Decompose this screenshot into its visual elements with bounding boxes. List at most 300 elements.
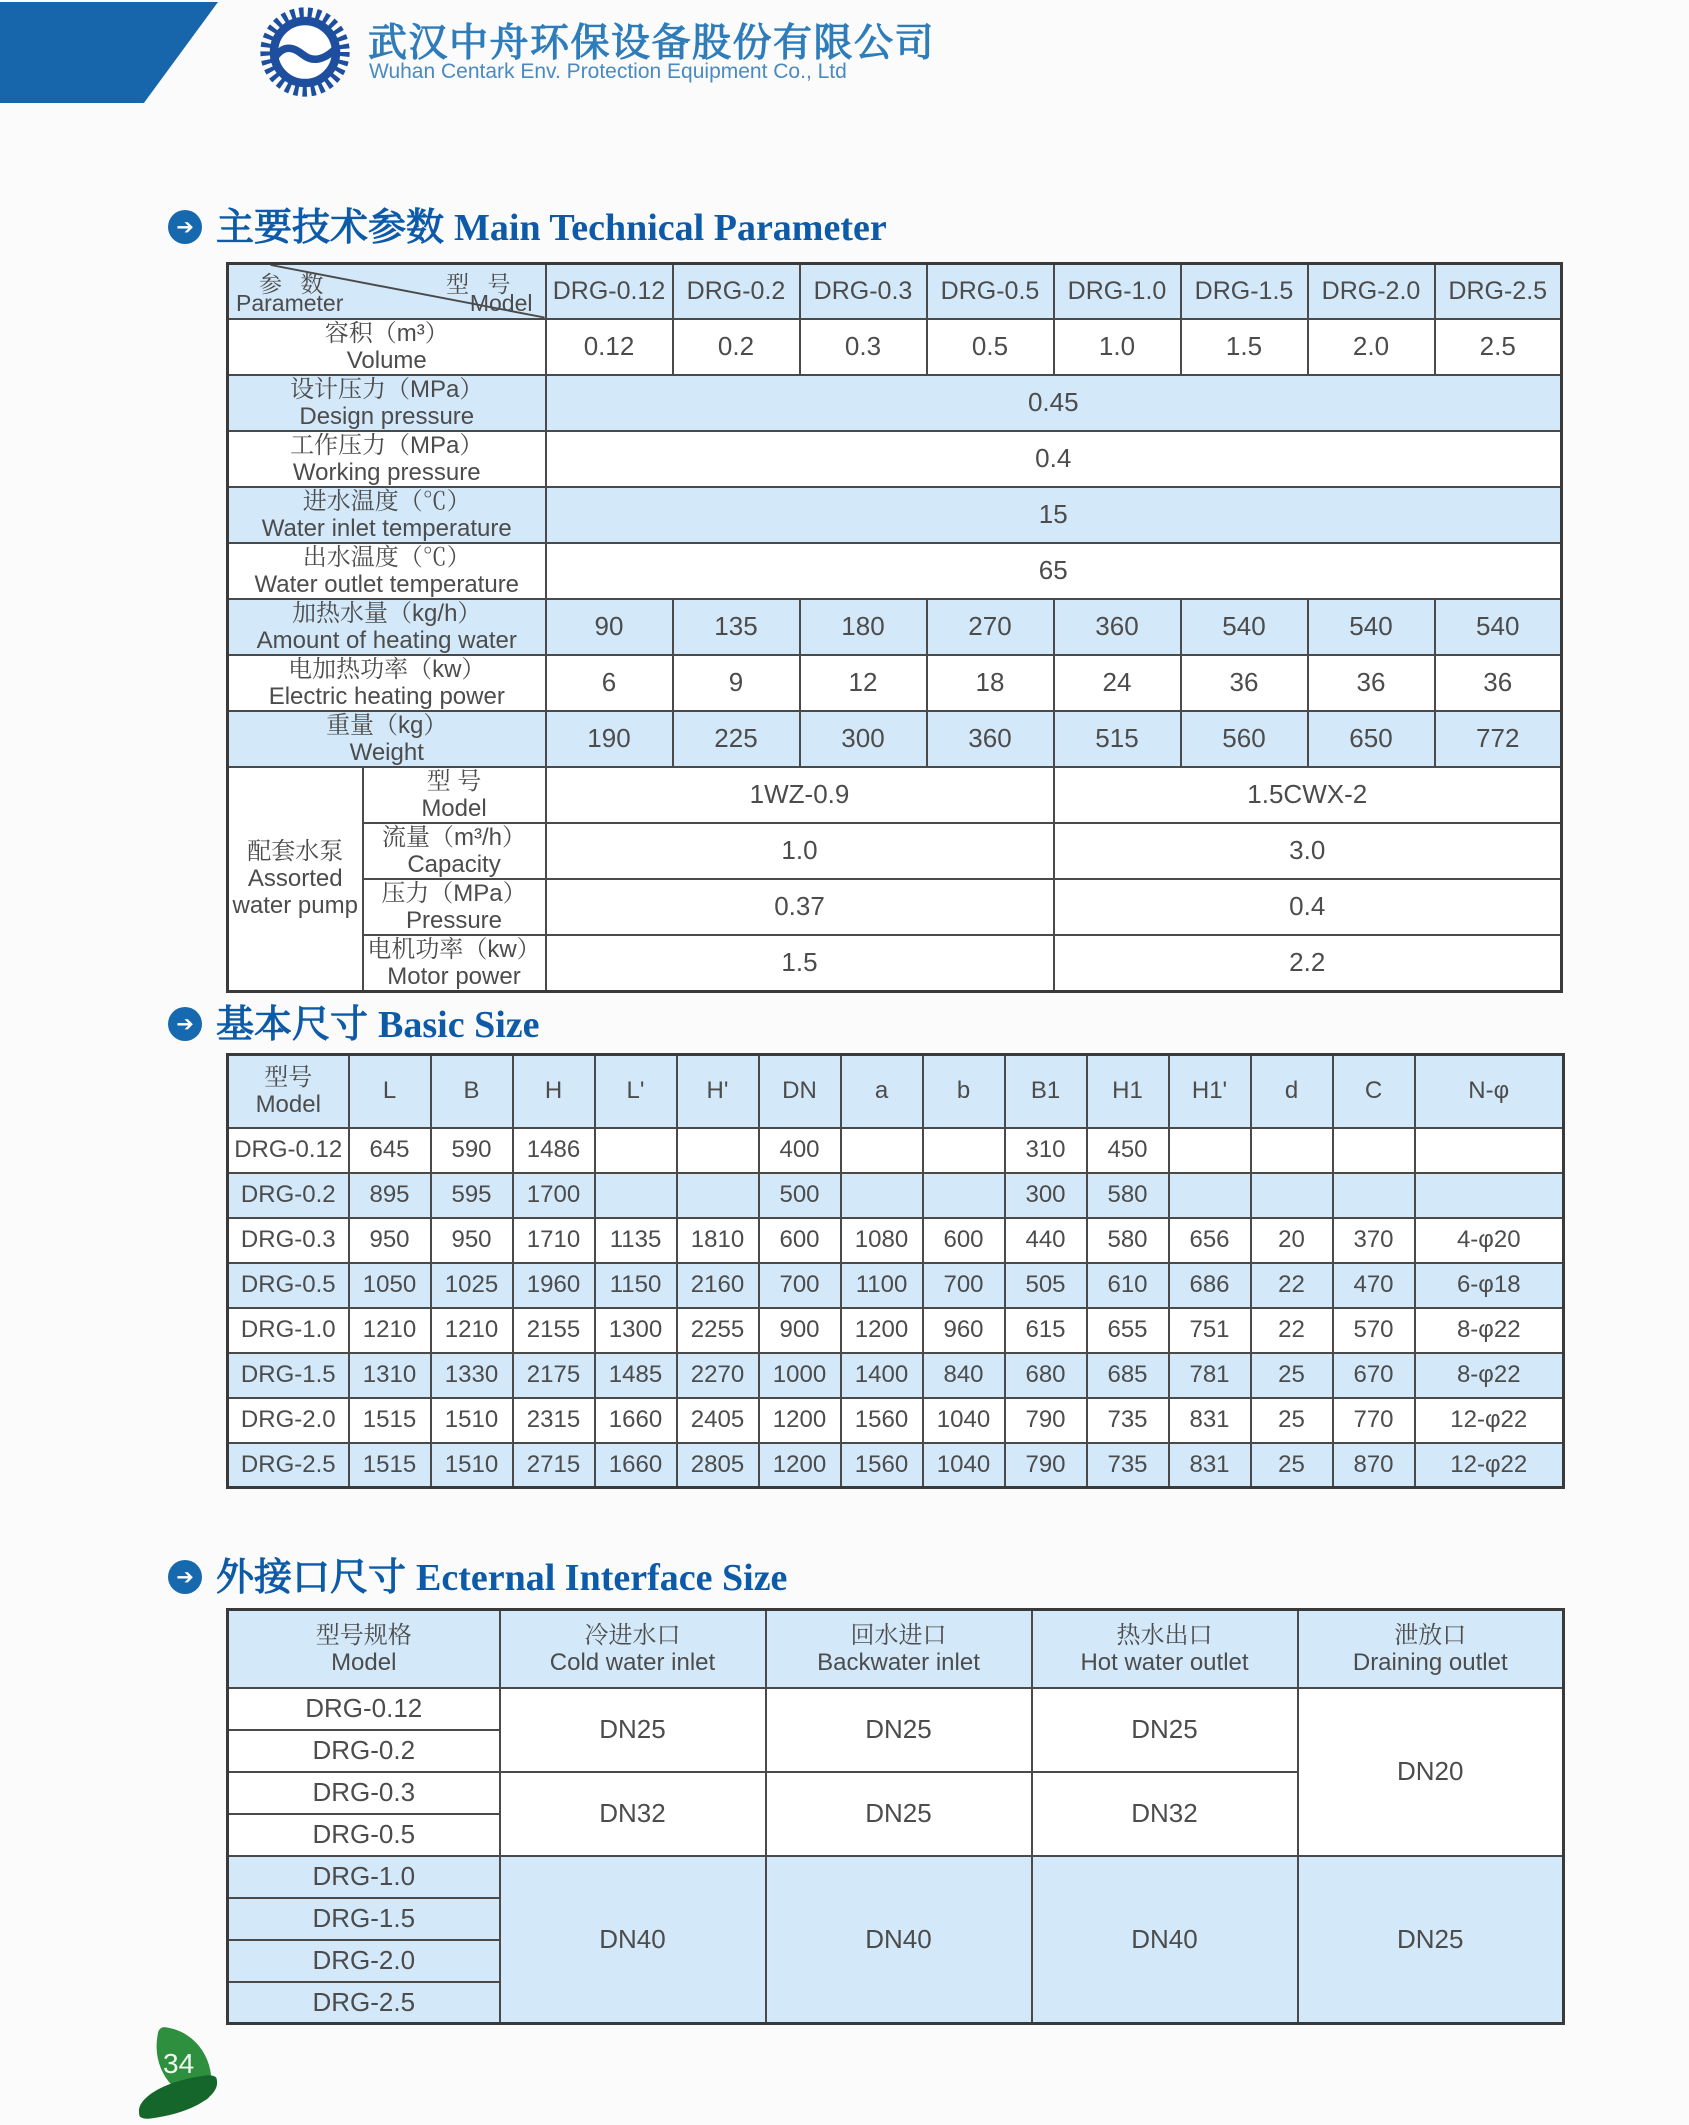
parameter-value-cell: 0.12: [546, 319, 673, 375]
dimension-value-cell: 1200: [759, 1443, 841, 1488]
parameter-value-cell: 6: [546, 655, 673, 711]
parameter-value-cell: 360: [927, 711, 1054, 767]
dimension-value-cell: 900: [759, 1308, 841, 1353]
dimension-value-cell: 1515: [349, 1443, 431, 1488]
dimension-value-cell: 25: [1251, 1353, 1333, 1398]
parameter-value-cell: 18: [927, 655, 1054, 711]
row-label-en: Pressure: [405, 906, 503, 934]
parameter-merged-value-cell: 0.4: [546, 431, 1562, 487]
table-row: [228, 1173, 1564, 1218]
dimension-value-cell: 600: [923, 1218, 1005, 1263]
header-cn: 热水出口: [1116, 1621, 1213, 1649]
corner-model-cn: 型 号: [446, 271, 517, 297]
row-label-en: Water outlet temperature: [254, 570, 520, 598]
dimension-value-cell: 25: [1251, 1443, 1333, 1488]
dimension-value-cell: 781: [1169, 1353, 1251, 1398]
parameter-merged-value-cell: 65: [546, 543, 1562, 599]
interface-column-header: [1032, 1610, 1298, 1688]
row-label-cn: 容积（m³）: [324, 319, 449, 347]
dimension-value-cell: 1310: [349, 1353, 431, 1398]
dimension-value-cell: 450: [1087, 1128, 1169, 1173]
dimension-value-cell: 1210: [431, 1308, 513, 1353]
parameter-value-cell: 90: [546, 599, 673, 655]
model-name-cell: DRG-0.2: [228, 1730, 500, 1772]
dimension-value-cell: 670: [1333, 1353, 1415, 1398]
dimension-value-cell: 1810: [677, 1218, 759, 1263]
table-row: [228, 1688, 1564, 1730]
pump-table-row: [228, 879, 1562, 935]
interface-column-header: [766, 1610, 1032, 1688]
dimension-value-cell: 1000: [759, 1353, 841, 1398]
table-row: [228, 1443, 1564, 1488]
dimension-value-cell: 8-φ22: [1415, 1353, 1564, 1398]
parameter-value-cell: 36: [1308, 655, 1435, 711]
model-column-header: DRG-0.5: [927, 264, 1054, 319]
pump-value-right-cell: 3.0: [1054, 823, 1562, 879]
dimension-value-cell: [923, 1173, 1005, 1218]
dimension-value-cell: [923, 1128, 1005, 1173]
section-title-en: Ecternal Interface Size: [416, 1557, 788, 1599]
cold-water-inlet-cell: DN40: [500, 1856, 766, 2024]
dim-column-header: b: [923, 1055, 1005, 1128]
dimension-value-cell: 1560: [841, 1443, 923, 1488]
dimension-value-cell: 310: [1005, 1128, 1087, 1173]
dimension-value-cell: 25: [1251, 1398, 1333, 1443]
page-number: 34: [163, 2048, 195, 2079]
dimension-value-cell: 2155: [513, 1308, 595, 1353]
parameter-label-cell: [228, 319, 546, 375]
parameter-value-cell: 540: [1181, 599, 1308, 655]
parameter-value-cell: 135: [673, 599, 800, 655]
section-title-basic-size: [168, 993, 540, 1048]
model-name-cell: DRG-1.0: [228, 1308, 349, 1353]
dimension-value-cell: 610: [1087, 1263, 1169, 1308]
dimension-value-cell: 2805: [677, 1443, 759, 1488]
dimension-value-cell: 831: [1169, 1398, 1251, 1443]
parameter-value-cell: 9: [673, 655, 800, 711]
parameter-value-cell: 540: [1308, 599, 1435, 655]
dimension-value-cell: 1400: [841, 1353, 923, 1398]
pump-table-row: [228, 823, 1562, 879]
dimension-value-cell: 950: [431, 1218, 513, 1263]
model-column-header: DRG-1.0: [1054, 264, 1181, 319]
model-column-header: DRG-0.12: [546, 264, 673, 319]
row-label-en: Model: [421, 794, 487, 822]
dimension-value-cell: 1960: [513, 1263, 595, 1308]
company-gear-logo-icon: [258, 5, 352, 99]
row-label-cn: 重量（kg）: [326, 711, 448, 739]
parameter-value-cell: 225: [673, 711, 800, 767]
dimension-value-cell: 790: [1005, 1398, 1087, 1443]
table-row: [228, 1398, 1564, 1443]
pump-sublabel-cell: [363, 823, 546, 879]
section-title-en: Basic Size: [378, 1004, 540, 1046]
model-name-cell: DRG-0.12: [228, 1688, 500, 1730]
parameter-value-cell: 36: [1435, 655, 1562, 711]
dimension-value-cell: 1200: [759, 1398, 841, 1443]
model-name-cell: DRG-1.5: [228, 1353, 349, 1398]
dim-column-header: H: [513, 1055, 595, 1128]
dim-column-header: L: [349, 1055, 431, 1128]
hot-water-outlet-cell: DN25: [1032, 1688, 1298, 1772]
dimension-value-cell: [1251, 1128, 1333, 1173]
dimension-value-cell: 1485: [595, 1353, 677, 1398]
dimension-value-cell: 440: [1005, 1218, 1087, 1263]
dimension-value-cell: [1415, 1173, 1564, 1218]
dimension-value-cell: 645: [349, 1128, 431, 1173]
parameter-value-cell: 0.5: [927, 319, 1054, 375]
dimension-value-cell: 1660: [595, 1443, 677, 1488]
model-column-header: DRG-0.3: [800, 264, 927, 319]
hot-water-outlet-cell: DN32: [1032, 1772, 1298, 1856]
dimension-value-cell: 700: [759, 1263, 841, 1308]
parameter-label-cell: [228, 599, 546, 655]
row-label-en: Assorted water pump: [232, 865, 358, 919]
header-cn: 回水进口: [850, 1621, 947, 1649]
table-row: [228, 487, 1562, 543]
row-label-cn: 配套水泵: [247, 838, 344, 865]
dimension-value-cell: 505: [1005, 1263, 1087, 1308]
pump-value-left-cell: 0.37: [546, 879, 1054, 935]
dimension-value-cell: 831: [1169, 1443, 1251, 1488]
row-label-en: Weight: [349, 738, 424, 766]
dim-column-header: L': [595, 1055, 677, 1128]
arrow-circle-icon: ➔: [168, 1007, 202, 1041]
dimension-value-cell: 580: [1087, 1173, 1169, 1218]
dimension-value-cell: 1150: [595, 1263, 677, 1308]
row-label-en: Motor power: [387, 962, 521, 990]
model-name-cell: DRG-0.3: [228, 1218, 349, 1263]
dimension-value-cell: 2160: [677, 1263, 759, 1308]
draining-outlet-cell: DN25: [1298, 1856, 1564, 2024]
dimension-value-cell: 751: [1169, 1308, 1251, 1353]
table-row: [228, 711, 1562, 767]
model-name-cell: DRG-0.5: [228, 1263, 349, 1308]
section-title-main-parameters: [168, 196, 887, 251]
dimension-value-cell: 1080: [841, 1218, 923, 1263]
cold-water-inlet-cell: DN25: [500, 1688, 766, 1772]
corner-model-en: Model: [469, 289, 533, 316]
header-en: Model: [331, 1648, 397, 1676]
model-name-cell: DRG-0.5: [228, 1814, 500, 1856]
dimension-value-cell: 950: [349, 1218, 431, 1263]
corner-param-en: Parameter: [236, 289, 344, 316]
dimension-value-cell: 655: [1087, 1308, 1169, 1353]
header-en: Hot water outlet: [1080, 1648, 1249, 1676]
dim-column-header: N-φ: [1415, 1055, 1564, 1128]
model-name-cell: DRG-0.12: [228, 1128, 349, 1173]
dimension-value-cell: [1251, 1173, 1333, 1218]
table-row: [228, 1856, 1564, 1898]
row-label-en: Working pressure: [292, 458, 481, 486]
table-row: [228, 319, 1562, 375]
row-label-en: Capacity: [407, 850, 501, 878]
section-title-en: Main Technical Parameter: [454, 207, 887, 249]
dimension-value-cell: [1333, 1128, 1415, 1173]
dimension-value-cell: [1333, 1173, 1415, 1218]
pump-value-left-cell: 1.5: [546, 935, 1054, 992]
draining-outlet-cell: DN20: [1298, 1688, 1564, 1856]
dimension-value-cell: 600: [759, 1218, 841, 1263]
dimension-value-cell: 22: [1251, 1308, 1333, 1353]
dimension-value-cell: 1330: [431, 1353, 513, 1398]
parameter-label-cell: [228, 487, 546, 543]
interface-column-header: [228, 1610, 500, 1688]
dimension-value-cell: 1300: [595, 1308, 677, 1353]
row-label-cn: 压力（MPa）: [381, 879, 527, 907]
dimension-value-cell: 580: [1087, 1218, 1169, 1263]
row-label-cn: 电加热功率（kw）: [288, 655, 486, 683]
model-column-header: DRG-2.0: [1308, 264, 1435, 319]
parameter-value-cell: 36: [1181, 655, 1308, 711]
table-row: [228, 375, 1562, 431]
dimension-value-cell: [595, 1173, 677, 1218]
dimension-value-cell: [677, 1128, 759, 1173]
row-label-cn: 型 号: [426, 767, 482, 795]
parameter-value-cell: 2.0: [1308, 319, 1435, 375]
model-header-en: Model: [255, 1091, 321, 1119]
dimension-value-cell: 1050: [349, 1263, 431, 1308]
parameter-value-cell: 24: [1054, 655, 1181, 711]
table-row: [228, 599, 1562, 655]
model-name-cell: DRG-1.0: [228, 1856, 500, 1898]
dimension-value-cell: [1169, 1128, 1251, 1173]
row-label-en: Water inlet temperature: [261, 514, 512, 542]
basic-size-table: [226, 1053, 1565, 1489]
dimension-value-cell: 700: [923, 1263, 1005, 1308]
dimension-value-cell: 8-φ22: [1415, 1308, 1564, 1353]
dimension-value-cell: 895: [349, 1173, 431, 1218]
section-title-cn: 外接口尺寸: [216, 1557, 407, 1599]
parameter-merged-value-cell: 0.45: [546, 375, 1562, 431]
dimension-value-cell: 1510: [431, 1398, 513, 1443]
dimension-value-cell: 2175: [513, 1353, 595, 1398]
parameter-label-cell: [228, 431, 546, 487]
dimension-value-cell: 960: [923, 1308, 1005, 1353]
dimension-value-cell: 22: [1251, 1263, 1333, 1308]
dimension-value-cell: 6-φ18: [1415, 1263, 1564, 1308]
dimension-value-cell: 12-φ22: [1415, 1398, 1564, 1443]
parameter-label-cell: [228, 711, 546, 767]
dim-column-header: H1: [1087, 1055, 1169, 1128]
dimension-value-cell: 615: [1005, 1308, 1087, 1353]
dimension-value-cell: [1415, 1128, 1564, 1173]
parameter-merged-value-cell: 15: [546, 487, 1562, 543]
section-title-cn: 主要技术参数: [216, 207, 445, 249]
corner-param-cn: 参 数: [259, 271, 330, 297]
dimension-value-cell: 1210: [349, 1308, 431, 1353]
table-row: [228, 1353, 1564, 1398]
dimension-value-cell: 590: [431, 1128, 513, 1173]
leaf-icon: [135, 2074, 221, 2120]
section-title-interface-size: [168, 1546, 787, 1601]
dimension-value-cell: 1025: [431, 1263, 513, 1308]
arrow-circle-icon: ➔: [168, 210, 202, 244]
row-label-en: Volume: [346, 346, 427, 374]
header-en: Draining outlet: [1352, 1648, 1508, 1676]
dimension-value-cell: 1700: [513, 1173, 595, 1218]
dimension-value-cell: 2270: [677, 1353, 759, 1398]
parameter-value-cell: 270: [927, 599, 1054, 655]
dimension-value-cell: 4-φ20: [1415, 1218, 1564, 1263]
dim-column-header: DN: [759, 1055, 841, 1128]
dimension-value-cell: 1510: [431, 1443, 513, 1488]
dimension-value-cell: 1660: [595, 1398, 677, 1443]
corner-band-decoration: [0, 2, 218, 103]
pump-value-left-cell: 1.0: [546, 823, 1054, 879]
dim-column-header: d: [1251, 1055, 1333, 1128]
pump-table-row: [228, 767, 1562, 823]
company-name-english: Wuhan Centark Env. Protection Equipment Co., Ltd: [369, 60, 847, 83]
corner-header-cell: [228, 264, 546, 319]
dimension-value-cell: 1486: [513, 1128, 595, 1173]
model-name-cell: DRG-0.2: [228, 1173, 349, 1218]
table-row: [228, 543, 1562, 599]
cold-water-inlet-cell: DN32: [500, 1772, 766, 1856]
model-name-cell: DRG-2.0: [228, 1940, 500, 1982]
dimension-value-cell: 1135: [595, 1218, 677, 1263]
dim-column-header: B1: [1005, 1055, 1087, 1128]
dimension-value-cell: 20: [1251, 1218, 1333, 1263]
header-cn: 冷进水口: [584, 1621, 681, 1649]
dimension-value-cell: 685: [1087, 1353, 1169, 1398]
header-en: Cold water inlet: [549, 1648, 716, 1676]
dimension-value-cell: 840: [923, 1353, 1005, 1398]
pump-sublabel-cell: [363, 935, 546, 992]
dimension-value-cell: [841, 1128, 923, 1173]
dimension-value-cell: 1100: [841, 1263, 923, 1308]
backwater-inlet-cell: DN25: [766, 1772, 1032, 1856]
dimension-value-cell: 500: [759, 1173, 841, 1218]
dimension-value-cell: 370: [1333, 1218, 1415, 1263]
dimension-value-cell: 2315: [513, 1398, 595, 1443]
row-label-cn: 进水温度（℃）: [302, 487, 471, 515]
dimension-value-cell: 1515: [349, 1398, 431, 1443]
row-label-cn: 设计压力（MPa）: [290, 375, 484, 403]
row-label-en: Design pressure: [299, 402, 475, 430]
header-en: Backwater inlet: [817, 1648, 980, 1676]
row-label-en: Amount of heating water: [256, 626, 517, 654]
dimension-value-cell: 870: [1333, 1443, 1415, 1488]
dimension-value-cell: 790: [1005, 1443, 1087, 1488]
section-title-cn: 基本尺寸: [216, 1004, 369, 1046]
parameter-value-cell: 360: [1054, 599, 1181, 655]
model-name-cell: DRG-1.5: [228, 1898, 500, 1940]
parameter-value-cell: 2.5: [1435, 319, 1562, 375]
dim-column-header: C: [1333, 1055, 1415, 1128]
dimension-value-cell: [595, 1128, 677, 1173]
pump-sublabel-cell: [363, 767, 546, 823]
dimension-value-cell: 1560: [841, 1398, 923, 1443]
parameter-value-cell: 772: [1435, 711, 1562, 767]
parameter-value-cell: 0.3: [800, 319, 927, 375]
pump-sublabel-cell: [363, 879, 546, 935]
parameter-label-cell: [228, 375, 546, 431]
row-label-cn: 流量（m³/h）: [382, 823, 526, 851]
row-label-cn: 加热水量（kg/h）: [292, 599, 482, 627]
row-label-cn: 工作压力（MPa）: [290, 431, 484, 459]
arrow-circle-icon: ➔: [168, 1560, 202, 1594]
model-name-cell: DRG-2.0: [228, 1398, 349, 1443]
dimension-value-cell: 735: [1087, 1398, 1169, 1443]
dimension-value-cell: 470: [1333, 1263, 1415, 1308]
backwater-inlet-cell: DN25: [766, 1688, 1032, 1772]
pump-value-right-cell: 2.2: [1054, 935, 1562, 992]
main-parameters-table: [226, 262, 1563, 993]
dimension-value-cell: 1040: [923, 1398, 1005, 1443]
dimension-value-cell: 12-φ22: [1415, 1443, 1564, 1488]
dimension-value-cell: 656: [1169, 1218, 1251, 1263]
parameter-value-cell: 1.5: [1181, 319, 1308, 375]
interface-column-header: [1298, 1610, 1564, 1688]
dimension-value-cell: 2405: [677, 1398, 759, 1443]
table-row: [228, 1218, 1564, 1263]
model-header-cell: [228, 1055, 349, 1128]
pump-value-right-cell: 1.5CWX-2: [1054, 767, 1562, 823]
dim-column-header: a: [841, 1055, 923, 1128]
dimension-value-cell: 1710: [513, 1218, 595, 1263]
dimension-value-cell: 2255: [677, 1308, 759, 1353]
dimension-value-cell: [677, 1173, 759, 1218]
dimension-value-cell: [841, 1173, 923, 1218]
backwater-inlet-cell: DN40: [766, 1856, 1032, 2024]
row-label-en: Electric heating power: [268, 682, 505, 710]
pump-value-right-cell: 0.4: [1054, 879, 1562, 935]
header-cn: 型号规格: [315, 1621, 412, 1649]
dimension-value-cell: 2715: [513, 1443, 595, 1488]
dimension-value-cell: 770: [1333, 1398, 1415, 1443]
interface-column-header: [500, 1610, 766, 1688]
parameter-label-cell: [228, 655, 546, 711]
dimension-value-cell: 300: [1005, 1173, 1087, 1218]
table-row: [228, 655, 1562, 711]
dimension-value-cell: 595: [431, 1173, 513, 1218]
model-name-cell: DRG-0.3: [228, 1772, 500, 1814]
parameter-value-cell: 0.2: [673, 319, 800, 375]
parameter-label-cell: [228, 543, 546, 599]
hot-water-outlet-cell: DN40: [1032, 1856, 1298, 2024]
pump-value-left-cell: 1WZ-0.9: [546, 767, 1054, 823]
parameter-value-cell: 180: [800, 599, 927, 655]
model-column-header: DRG-1.5: [1181, 264, 1308, 319]
dimension-value-cell: 1040: [923, 1443, 1005, 1488]
dimension-value-cell: 1200: [841, 1308, 923, 1353]
row-label-cn: 电机功率（kw）: [367, 935, 541, 963]
table-row: [228, 1263, 1564, 1308]
parameter-value-cell: 650: [1308, 711, 1435, 767]
dim-column-header: B: [431, 1055, 513, 1128]
model-header-cn: 型号: [264, 1064, 313, 1092]
dimension-value-cell: 570: [1333, 1308, 1415, 1353]
row-label-cn: 出水温度（℃）: [302, 543, 471, 571]
dimension-value-cell: 400: [759, 1128, 841, 1173]
dimension-value-cell: 680: [1005, 1353, 1087, 1398]
dimension-value-cell: 686: [1169, 1263, 1251, 1308]
dim-column-header: H': [677, 1055, 759, 1128]
model-column-header: DRG-2.5: [1435, 264, 1562, 319]
dim-column-header: H1': [1169, 1055, 1251, 1128]
parameter-value-cell: 515: [1054, 711, 1181, 767]
parameter-value-cell: 1.0: [1054, 319, 1181, 375]
parameter-value-cell: 300: [800, 711, 927, 767]
header-cn: 泄放口: [1394, 1621, 1467, 1649]
pump-group-label-cell: [228, 767, 363, 992]
dimension-value-cell: [1169, 1173, 1251, 1218]
parameter-value-cell: 190: [546, 711, 673, 767]
parameter-value-cell: 560: [1181, 711, 1308, 767]
company-name-chinese: 武汉中舟环保设备股份有限公司: [368, 22, 936, 65]
parameter-value-cell: 540: [1435, 599, 1562, 655]
